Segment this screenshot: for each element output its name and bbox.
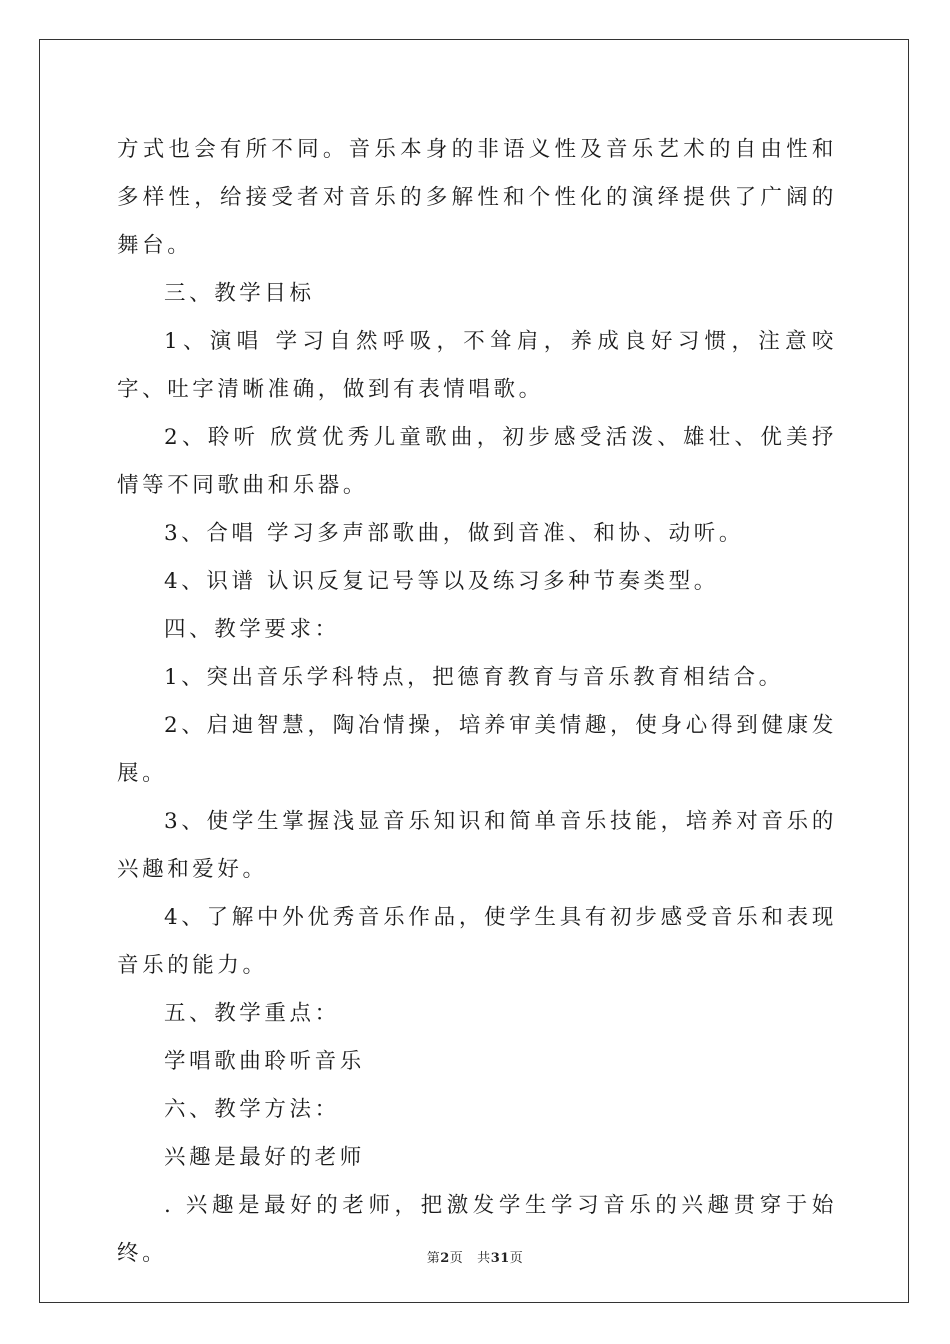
paragraph: 3、使学生掌握浅显音乐知识和简单音乐技能，培养对音乐的兴趣和爱好。 (117, 809, 837, 882)
paragraph: 4、识谱 认识反复记号等以及练习多种节奏类型。 (164, 569, 719, 594)
document-body (117, 126, 837, 1278)
paragraph: 方式也会有所不同。音乐本身的非语义性及音乐艺术的自由性和多样性，给接受者对音乐的多解性和个性化的演绎提供了广阔的舞台。 (117, 137, 837, 258)
paragraph: 兴趣是最好的老师 (164, 1145, 365, 1170)
paragraph: . 兴趣是最好的老师，把激发学生学习音乐的兴趣贯穿于始终。 (117, 1193, 837, 1266)
section-heading-key-points: 五、教学重点： (164, 1001, 340, 1026)
footer-total-prefix: 共 (477, 1251, 491, 1266)
paragraph: 学唱歌曲聆听音乐 (164, 1049, 365, 1074)
paragraph: 1、突出音乐学科特点，把德育教育与音乐教育相结合。 (164, 665, 784, 690)
page-footer (0, 1247, 950, 1266)
paragraph: 4、了解中外优秀音乐作品，使学生具有初步感受音乐和表现音乐的能力。 (117, 905, 837, 978)
paragraph: 2、启迪智慧，陶冶情操，培养审美情趣，使身心得到健康发展。 (117, 713, 837, 786)
paragraph: 2、聆听 欣赏优秀儿童歌曲，初步感受活泼、雄壮、优美抒情等不同歌曲和乐器。 (117, 425, 837, 498)
section-heading-objectives: 三、教学目标 (164, 281, 315, 306)
footer-total-suffix: 页 (509, 1251, 524, 1266)
footer-total-pages: 31 (490, 1251, 510, 1266)
footer-page-number: 2 (440, 1251, 450, 1266)
footer-page-prefix: 第 (426, 1251, 441, 1266)
section-heading-requirements: 四、教学要求： (164, 617, 340, 642)
footer-page-suffix: 页 (449, 1251, 464, 1266)
paragraph: 3、合唱 学习多声部歌曲，做到音准、和协、动听。 (164, 521, 744, 546)
section-heading-methods: 六、教学方法： (164, 1097, 340, 1122)
paragraph: 1、演唱 学习自然呼吸，不耸肩，养成良好习惯，注意咬字、吐字清晰准确，做到有表情唱歌。 (117, 329, 837, 402)
